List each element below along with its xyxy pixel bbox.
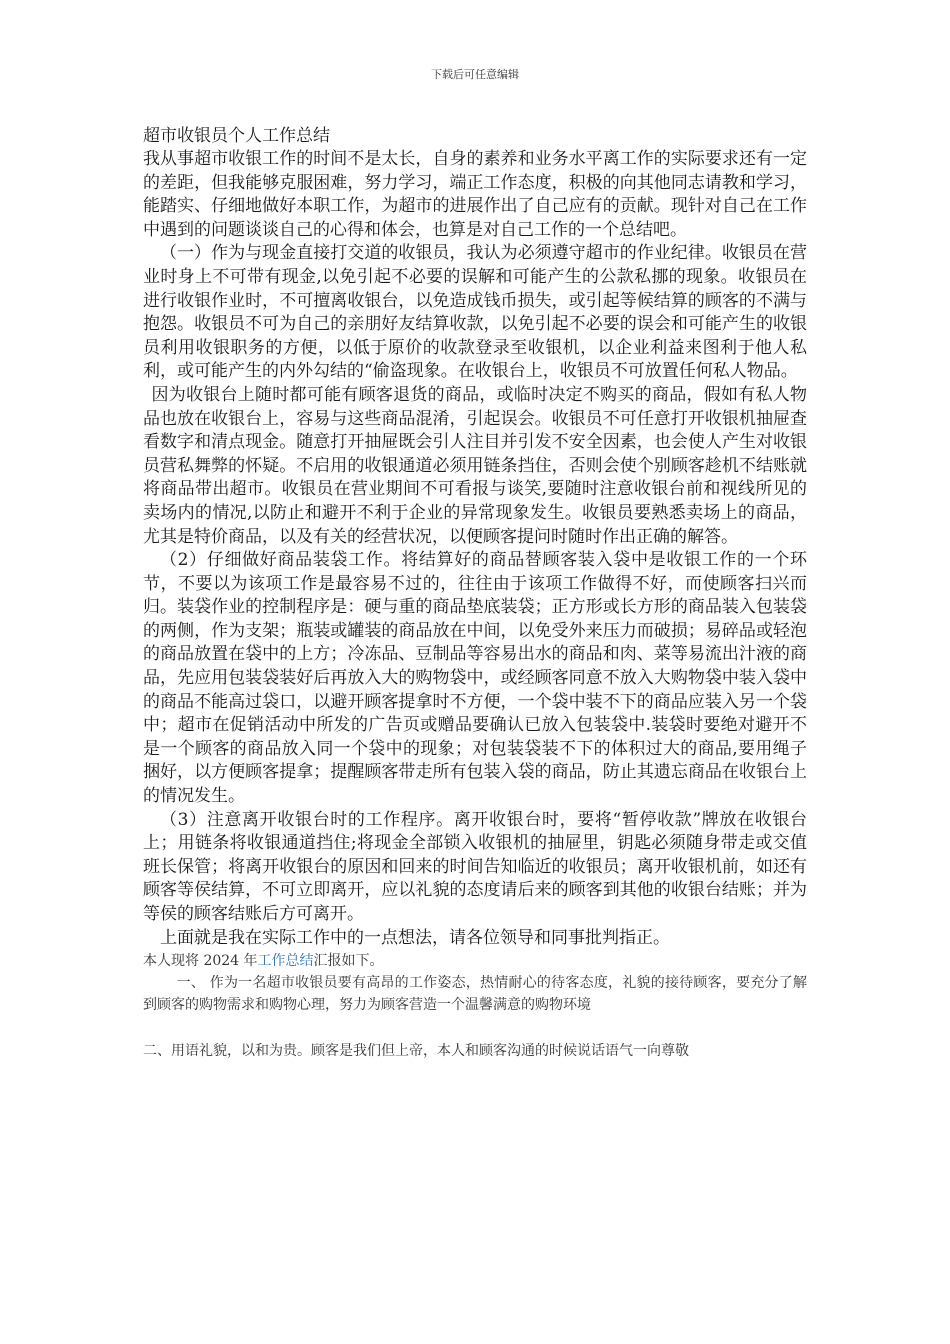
paragraph-section-2: （2）仔细做好商品装袋工作。将结算好的商品替顾客装入袋中是收银工作的一个环节，不要以为该项工作是最容易不过的，往往由于该项工作做得不好，而使顾客扫兴而归。装袋作业的控制程序是：硬与重的商品垫底装袋；正方形或长方形的商品装入包装袋的两侧，作为支架；瓶装或罐装的商品放在中间，以免受外来压力而破损；易碎品或轻泡的商品放置在袋中的上方；冷冻品、豆制品等容易出水的商品和肉、菜等易流出汁液的商品，先应用包装袋装好后再放入大的购物袋中，或经顾客同意不放入大购物袋中装入袋中的商品不能高过袋口，以避开顾客提拿时不方便，一个袋中装不下的商品应装入另一个袋中；超市在促销活动中所发的广告页或赠品要确认已放入包装袋中.装袋时要绝对避开不是一个顾客的商品放入同一个袋中的现象；对包装袋装不下的体积过大的商品,要用绳子捆好，以方便顾客提拿；提醒顾客带走所有包装入袋的商品，防止其遗忘商品在收银台上的情况发生。 bbox=[143, 550, 807, 807]
page-header-note: 下载后可任意编辑 bbox=[431, 68, 519, 81]
document-title: 超市收银员个人工作总结 bbox=[143, 126, 330, 146]
point-two: 二、用语礼貌，以和为贵。顾客是我们但上帝，本人和顾客沟通的时候说话语气一向尊敬 bbox=[143, 1043, 689, 1060]
report-suffix: 汇报如下。 bbox=[313, 953, 384, 970]
report-line bbox=[143, 950, 807, 972]
paragraph-intro: 我从事超市收银工作的时间不是太长，自身的素养和业务水平离工作的实际要求还有一定的差距，但我能够克服困难，努力学习，端正工作态度，积极的向其他同志请教和学习，能踏实、仔细地做好本职工作，为超市的进展作出了自己应有的贡献。现针对自己在工作中遇到的问题谈谈自己的心得和体会，也算是对自己工作的一个总结吧。 bbox=[143, 149, 807, 240]
spacer bbox=[143, 1016, 807, 1040]
paragraph-section-1: （一）作为与现金直接打交道的收银员，我认为必须遵守超市的作业纪律。收银员在营业时身上不可带有现金,以免引起不必要的误解和可能产生的公款私挪的现象。收银员在进行收银作业时，不可擅离收银台，以免造成钱币损失，或引起等候结算的顾客的不满与抱怨。收银员不可为自己的亲朋好友结算收款，以免引起不必要的误会和可能产生的收银员利用收银职务的方便，以低于原价的收款登录至收银机，以企业利益来图利于他人私利，或可能产生的内外勾结的“偷盗现象。在收银台上，收银员不可放置任何私人物品。 bbox=[143, 243, 807, 382]
document-body bbox=[143, 124, 807, 1062]
work-summary-link[interactable]: 工作总结 bbox=[257, 953, 314, 970]
report-prefix: 本人现将 2024 年 bbox=[143, 953, 258, 970]
paragraph-section-3: （3）注意离开收银台时的工作程序。离开收银台时，要将“暂停收款”牌放在收银台上；用链条将收银通道挡住;将现金全部锁入收银机的抽屉里，钥匙必须随身带走或交值班长保管；将离开收银台的原因和回来的时间告知临近的收银员；离开收银机前，如还有顾客等侯结算，不可立即离开，应以礼貌的态度请后来的顾客到其他的收银台结账；并为等侯的顾客结账后方可离开。 bbox=[143, 809, 807, 924]
point-one: 一、 作为一名超市收银员要有高昂的工作姿态，热情耐心的待客态度，礼貌的接待顾客，要充分了解到顾客的购物需求和购物心理，努力为顾客营造一个温馨满意的购物环境 bbox=[143, 975, 807, 1014]
paragraph-section-1-cont: 因为收银台上随时都可能有顾客退货的商品，或临时决定不购买的商品，假如有私人物品也放在收银台上，容易与这些商品混淆，引起误会。收银员不可任意打开收银机抽屉查看数字和清点现金。随意打开抽屉既会引人注目并引发不安全因素，也会使人产生对收银员营私舞弊的怀疑。不启用的收银通道必须用链条挡住，否则会使个别顾客趁机不结账就将商品带出超市。收银员在营业期间不可看报与谈笑,要随时注意收银台前和视线所见的卖场内的情况,以防止和避开不利于企业的异常现象发生。收银员要熟悉卖场上的商品，尤其是特价商品，以及有关的经营状况，以便顾客提问时随时作出正确的解答。 bbox=[143, 384, 807, 547]
paragraph-closing: 上面就是我在实际工作中的一点想法，请各位领导和同事批判指正。 bbox=[160, 927, 670, 948]
